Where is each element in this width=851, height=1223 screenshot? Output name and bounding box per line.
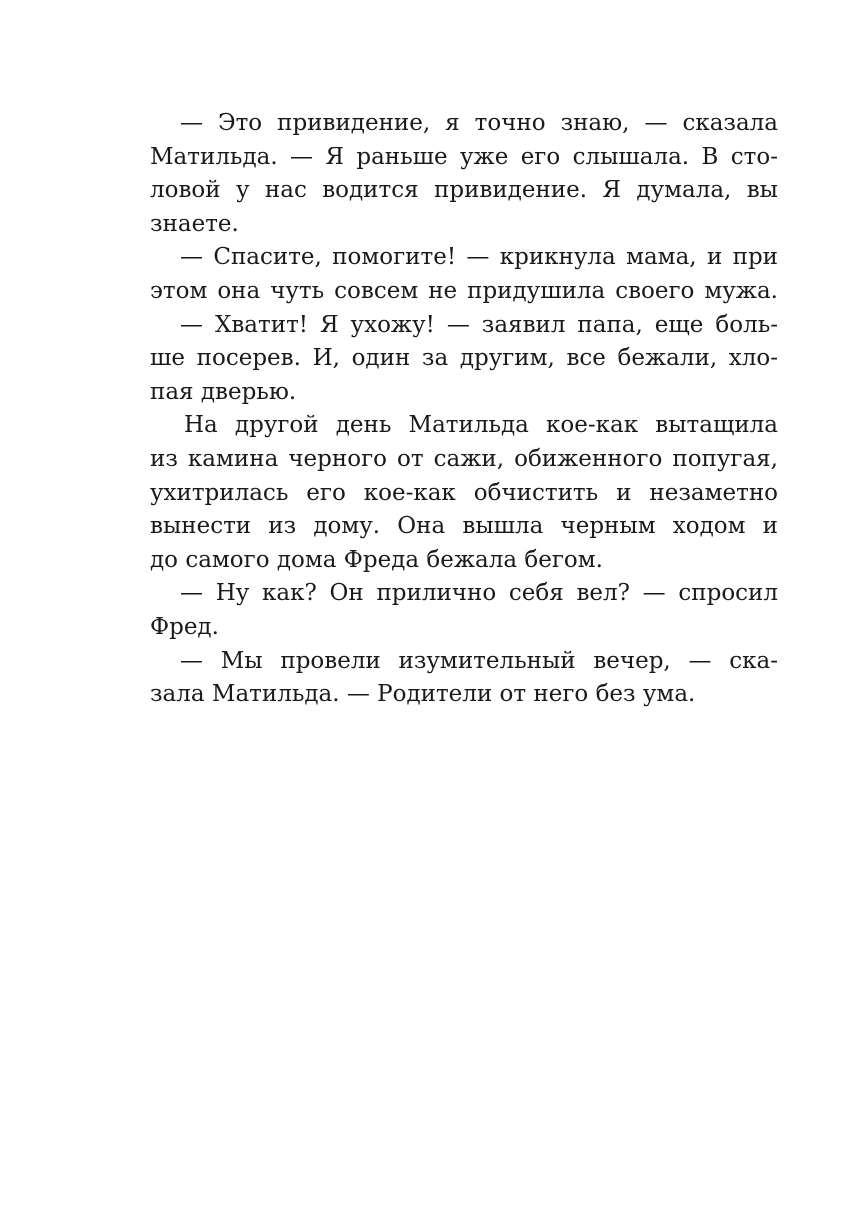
- text-line: вынести из дому. Она вышла черным ходом и: [150, 513, 778, 540]
- text-line: — Мы провели изумительный вечер, — ска-: [180, 647, 778, 674]
- body-text: [150, 107, 778, 712]
- text-line: — Хватит! Я ухожу! — заявил папа, еще боль-: [180, 311, 778, 338]
- text-line: Фред.: [150, 613, 219, 640]
- text-line: зала Матильда. — Родители от него без ума.: [150, 681, 696, 708]
- paragraph-2: [150, 241, 778, 308]
- text-line: из камина черного от сажи, обиженного попугая,: [150, 445, 778, 472]
- text-line: Матильда. — Я раньше уже его слышала. В сто-: [150, 143, 778, 170]
- text-line: ухитрилась его кое-как обчистить и незаметно: [150, 479, 778, 506]
- text-line: до самого дома Фреда бежала бегом.: [150, 546, 603, 573]
- text-line: — Спасите, помогите! — крикнула мама, и при: [180, 244, 778, 271]
- text-line: ловой у нас водится привидение. Я думала, вы: [150, 177, 778, 204]
- paragraph-5: [150, 577, 778, 644]
- text-line: — Ну как? Он прилично себя вел? — спросил: [180, 580, 778, 607]
- paragraph-6: [150, 645, 778, 712]
- paragraph-3: [150, 309, 778, 410]
- text-line: ше посерев. И, один за другим, все бежали, хло-: [150, 345, 778, 372]
- paragraph-4: [150, 409, 778, 577]
- text-line: На другой день Матильда кое-как вытащила: [184, 412, 778, 439]
- text-line: этом она чуть совсем не придушила своего мужа.: [150, 277, 778, 304]
- paragraph-1: [150, 107, 778, 241]
- text-line: — Это привидение, я точно знаю, — сказала: [180, 110, 778, 136]
- text-line: знаете.: [150, 210, 239, 237]
- text-line: пая дверью.: [150, 378, 297, 405]
